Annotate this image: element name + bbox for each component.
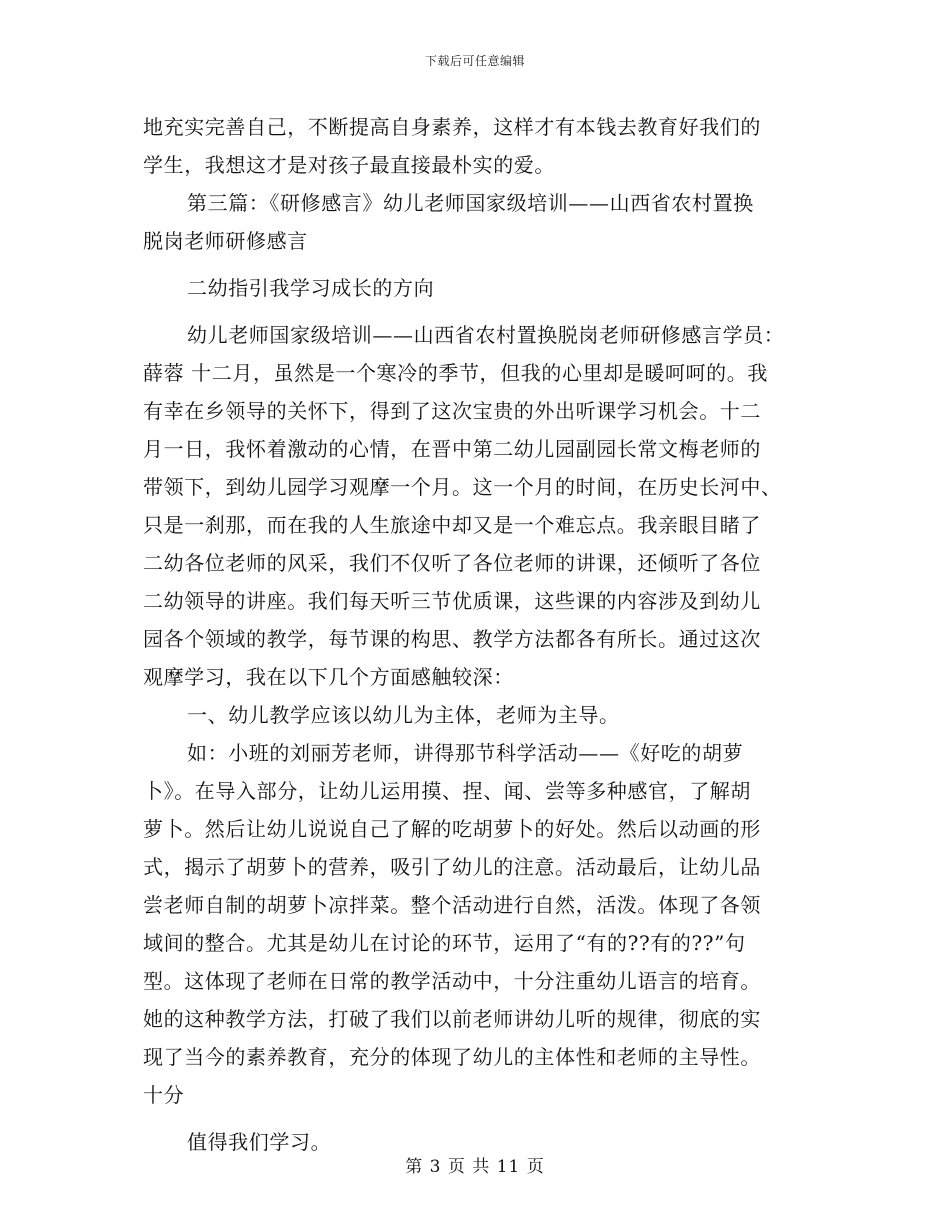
- text-line: 萝卜。然后让幼儿说说自己了解的吃胡萝卜的好处。然后以动画的形: [143, 817, 761, 841]
- subheading-line: 一、幼儿教学应该以幼儿为主体，老师为主导。: [187, 703, 620, 727]
- text-line: 园各个领域的教学，每节课的构思、教学方法都各有所长。通过这次: [143, 627, 761, 651]
- text-line: 二幼领导的讲座。我们每天听三节优质课，这些课的内容涉及到幼儿: [143, 589, 761, 613]
- text-line: 有幸在乡领导的关怀下，得到了这次宝贵的外出听课学习机会。十二: [143, 399, 761, 423]
- section-title-line: 第三篇：《研修感言》幼儿老师国家级培训——山西省农村置换: [187, 191, 754, 215]
- text-line: 带领下，到幼儿园学习观摩一个月。这一个月的时间，在历史长河中、: [143, 475, 782, 499]
- text-line: 值得我们学习。: [187, 1130, 332, 1154]
- text-line: 卜》。在导入部分，让幼儿运用摸、捏、闻、尝等多种感官，了解胡: [143, 779, 751, 803]
- section-title-line: 脱岗老师研修感言: [143, 229, 308, 253]
- text-line: 薛蓉 十二月，虽然是一个寒冷的季节，但我的心里却是暖呵呵的。我: [143, 361, 768, 385]
- text-line: 尝老师自制的胡萝卜凉拌菜。整个活动进行自然，活泼。体现了各领: [143, 893, 761, 917]
- text-line: 学生，我想这才是对孩子最直接最朴实的爱。: [143, 153, 555, 177]
- text-line: 二幼各位老师的风采，我们不仅听了各位老师的讲课，还倾听了各位: [143, 551, 761, 575]
- page-number: 第 3 页 共 11 页: [405, 1157, 545, 1177]
- text-line: 只是一刹那，而在我的人生旅途中却又是一个难忘点。我亲眼目睹了: [143, 513, 761, 537]
- text-line: 现了当今的素养教育，充分的体现了幼儿的主体性和老师的主导性。: [143, 1045, 761, 1069]
- text-line: 观摩学习，我在以下几个方面感触较深：: [143, 665, 514, 689]
- text-line: 幼儿老师国家级培训——山西省农村置换脱岗老师研修感言学员：: [187, 323, 785, 347]
- text-line: 月一日，我怀着激动的心情，在晋中第二幼儿园副园长常文梅老师的: [143, 437, 761, 461]
- text-line: 式，揭示了胡萝卜的营养，吸引了幼儿的注意。活动最后，让幼儿品: [143, 855, 761, 879]
- text-line: 域间的整合。尤其是幼儿在讨论的环节，运用了“有的??有的??”句: [143, 931, 746, 955]
- article-title: 二幼指引我学习成长的方向: [187, 276, 435, 300]
- text-line: 十分: [143, 1083, 185, 1107]
- text-line: 型。这体现了老师在日常的教学活动中，十分注重幼儿语言的培育。: [143, 969, 761, 993]
- text-line: 地充实完善自己，不断提高自身素养，这样才有本钱去教育好我们的: [143, 115, 761, 139]
- text-line: 她的这种教学方法，打破了我们以前老师讲幼儿听的规律，彻底的实: [143, 1007, 761, 1031]
- page-header: 下载后可任意编辑: [424, 54, 525, 68]
- text-line: 如：小班的刘丽芳老师，讲得那节科学活动——《好吃的胡萝: [187, 741, 744, 765]
- document-body: [143, 108, 807, 1161]
